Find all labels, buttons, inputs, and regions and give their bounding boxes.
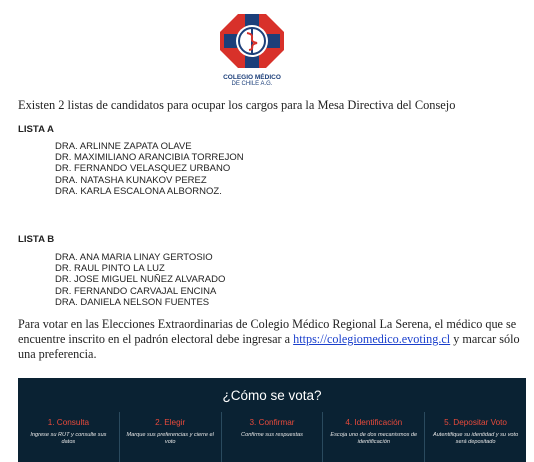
instructions-text: Para votar en las Elecciones Extraordinarias de Colegio Médico Regional La Serena, el médico que se encuentre inscrito en el padrón electoral debe ingresar a [18, 317, 517, 346]
step-elegir [119, 412, 221, 462]
instructions-text-end: y marcar sólo una preferencia. [18, 332, 520, 361]
steps-row [18, 412, 526, 462]
step-desc: Autentifique su identidad y su voto será depositado [432, 432, 519, 445]
step-title: 4. Identificación [345, 418, 403, 427]
lista-a-names [55, 141, 244, 197]
candidate-name: DR. FERNANDO CARVAJAL ENCINA [55, 285, 217, 297]
step-desc: Confirme sus respuestas [241, 432, 303, 438]
logo-text [200, 74, 304, 88]
evoting-link[interactable]: https://colegiomedico.evoting.cl [293, 332, 451, 346]
lista-b-title: LISTA B [18, 234, 55, 245]
candidate-name: DRA. ARLINNE ZAPATA OLAVE [55, 141, 192, 152]
colegio-medico-logo [218, 14, 286, 68]
lista-a-title: LISTA A [18, 124, 54, 135]
candidate-name: DRA. ANA MARIA LINAY GERTOSIO [55, 252, 213, 263]
step-depositar-voto [424, 412, 526, 462]
candidate-name: DRA. NATASHA KUNAKOV PEREZ [55, 174, 207, 186]
candidate-name: DR. MAXIMILIANO ARANCIBIA TORREJON [55, 152, 244, 164]
voting-instructions [18, 317, 526, 362]
step-confirmar [221, 412, 323, 462]
step-desc: Ingrese su RUT y consulte sus datos [30, 432, 107, 445]
banner-title: ¿Cómo se vota? [222, 388, 322, 403]
how-to-vote-banner [18, 378, 526, 462]
step-title: 1. Consulta [47, 418, 90, 427]
logo-line2: DE CHILE A.G. [231, 81, 273, 87]
step-desc: Marque sus preferencias y cierre el voto [126, 432, 214, 445]
lista-b-names [55, 252, 225, 308]
step-title: 3. Confirmar [249, 418, 295, 427]
intro-text: Existen 2 listas de candidatos para ocupar los cargos para la Mesa Directiva del Consejo [18, 98, 456, 112]
step-consulta [18, 412, 119, 462]
candidate-name: DR. JOSE MIGUEL NUÑEZ ALVARADO [55, 274, 226, 286]
candidate-name: DRA. KARLA ESCALONA ALBORNOZ. [55, 185, 222, 197]
candidate-name: DR. RAUL PINTO LA LUZ [55, 263, 165, 275]
candidate-name: DRA. DANIELA NELSON FUENTES [55, 296, 210, 308]
candidate-name: DR. FERNANDO VELASQUEZ URBANO [55, 163, 231, 175]
step-title: 5. Depositar Voto [444, 418, 507, 427]
logo-line1: COLEGIO MÉDICO [223, 74, 281, 81]
step-identificacion [322, 412, 424, 462]
step-desc: Escoja uno de dos mecanismos de identificación [330, 432, 418, 445]
step-title: 2. Elegir [155, 418, 186, 427]
